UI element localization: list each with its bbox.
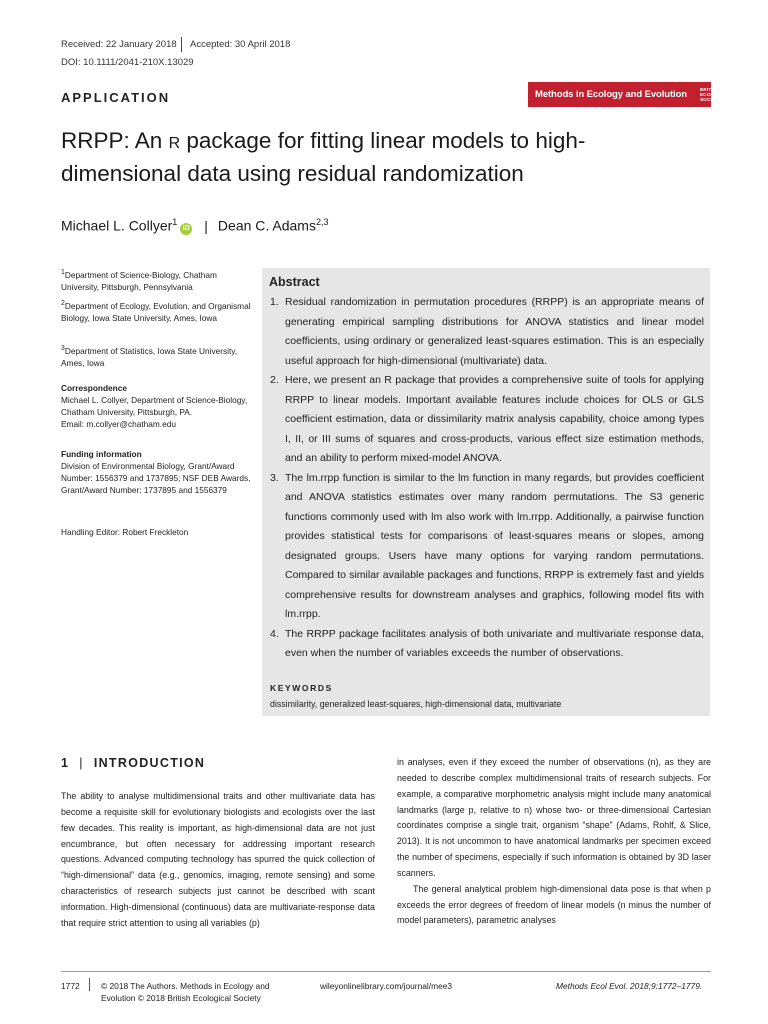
correspondence: Correspondence Michael L. Collyer, Department of Science-Biology, Chatham University, Pittsburgh, PA. Email: m.collyer@chatham.edu: [61, 383, 248, 429]
funding-information: Funding information Division of Environmental Biology, Grant/Award Number: 1556379 and 1737895; NSF DEB Awards, Grant/Award Number: 1737895 and 1556379: [61, 449, 251, 495]
header-divider: [181, 37, 182, 52]
affiliation-3: $^3$Department of Statistics, Iowa State University, Ames, Iowa: [61, 345, 238, 368]
affiliation-2: $^2$Department of Ecology, Evolution, and Organismal Biology, Iowa State University, Ames, Iowa: [61, 300, 251, 323]
handling-editor: Handling Editor: Robert Freckleton: [61, 527, 189, 537]
article-type: APPLICATION: [61, 90, 171, 105]
citation: Methods Ecol Evol. 2018;9:1772–1779.: [556, 981, 703, 991]
abstract-item: 3. The lm.rrpp function is similar to the lm function in many regards, but provides coefficient and ANOVA statistics estimates over many random permutations. The S3 generic functions commonly used with lm also work with lm.rrpp. Additionally, a pairwise function provides statistical tests for comparisons of least-squares means or slopes, among designated groups. Users have many options for varying random permutations. Compared to similar available packages and functions, RRPP is extremely fast and yields comprehensive results for downstream analyses and graphics, following model fits with lm.rrpp.: [270, 471, 704, 620]
accepted-date: Accepted: 30 April 2018: [190, 39, 291, 50]
abstract-heading: Abstract: [269, 275, 320, 289]
affiliation-1: $^1$Department of Science-Biology, Chatham University, Pittsburgh, Pennsylvania: [61, 269, 217, 292]
email-link[interactable]: Email: m.collyer@chatham.edu: [61, 419, 176, 429]
doi-link[interactable]: DOI: 10.1111/2041-210X.13029: [61, 57, 194, 68]
footer-divider: [89, 978, 90, 991]
keywords-label: KEYWORDS: [270, 683, 333, 693]
page-number: 1772: [61, 981, 80, 991]
abstract-list: [270, 293, 704, 664]
journal-logo[interactable]: [528, 82, 732, 107]
orcid-icon[interactable]: iD: [180, 223, 192, 235]
author-list: Michael L. Collyer$^1$iD | Dean C. Adams$^{2,3}$: [61, 217, 329, 234]
article-title: RRPP: An R package for fitting linear models to high- dimensional data using residual randomization: [61, 128, 586, 186]
abstract-item: 2. Here, we present an R package that provides a comprehensive suite of tools for applying RRPP to linear models. Important available features include choices for OLS or GLS coefficient estimation, data or dissimilarity matrix analysis capability, choice among types I, II, or III sums of squares and cross-products, various effect size estimation methods, and an ability to perform mixed-model ANOVA.: [270, 374, 704, 464]
abstract-box: [262, 268, 710, 716]
author-collyer[interactable]: Michael L. Collyer: [61, 217, 173, 234]
journal-url[interactable]: wileyonlinelibrary.com/journal/mee3: [320, 981, 453, 991]
abstract-item: 1. Residual randomization in permutation procedures (RRPP) is an appropriate means of generating empirical sampling distributions for ANOVA statistics and linear model coefficients, using ordinary or generalized least-squares estimation. This is an especially useful approach for high-dimensional (multivariate) data.: [270, 296, 704, 367]
body-column-left: The ability to analyse multidimensional traits and other multivariate data has become a requisite skill for evolutionary biologists and ecologists over the last few decades. This reality is important, as high-dimensional data are not just encumbrance, but often necessary for addressing important research questions. Advanced computing technology has spurred the quick collection of “high-dimensional” data (e.g., genomics, imaging, remote sensing) and some characteristics of research subjects just cannot be described with scant information. High-dimensional (continuous) data are multivariate-response data that require strict attention to using all variables (p): [61, 791, 375, 928]
correspondence-label: Correspondence: [61, 383, 127, 393]
copyright-notice: © 2018 The Authors. Methods in Ecology and Evolution © 2018 British Ecological Society: [101, 981, 270, 1003]
keywords-list: dissimilarity, generalized least-squares, high-dimensional data, multivariate: [270, 699, 562, 709]
journal-name: Methods in Ecology and Evolution: [535, 89, 687, 100]
abstract-item: 4. The RRPP package facilitates analysis of both univariate and multivariate response data, even when the number of variables exceeds the number of observations.: [270, 627, 704, 659]
body-column-right: in analyses, even if they exceed the number of observations (n), as they are needed to describe complex multidimensional traits of research subjects. For example, a comparative morphometric analysis might include many anatomical landmarks (large p, relative to n) whose two- or three-dimensional Cartesian coordinates comprise a single trait, organism “shape” (Adams, Rohlf, & Slice, 2013). It is not uncommon to have anatomical landmarks per specimen exceed the number of specimens, especially if such information is obtained by 3D laser scanners. The general analytical problem high-dimensional data pose is that when p exceeds the error degrees of freedom of linear models (n minus the number of model parameters), parametric analyses: [397, 757, 711, 926]
society-name: BRITISH ECOLOGICAL SOCIETY: [699, 87, 732, 102]
footer-rule: [61, 971, 711, 972]
received-date: Received: 22 January 2018: [61, 39, 177, 50]
funding-label: Funding information: [61, 449, 142, 459]
section-heading: 1 | INTRODUCTION: [61, 756, 206, 770]
author-adams[interactable]: Dean C. Adams: [217, 217, 316, 234]
